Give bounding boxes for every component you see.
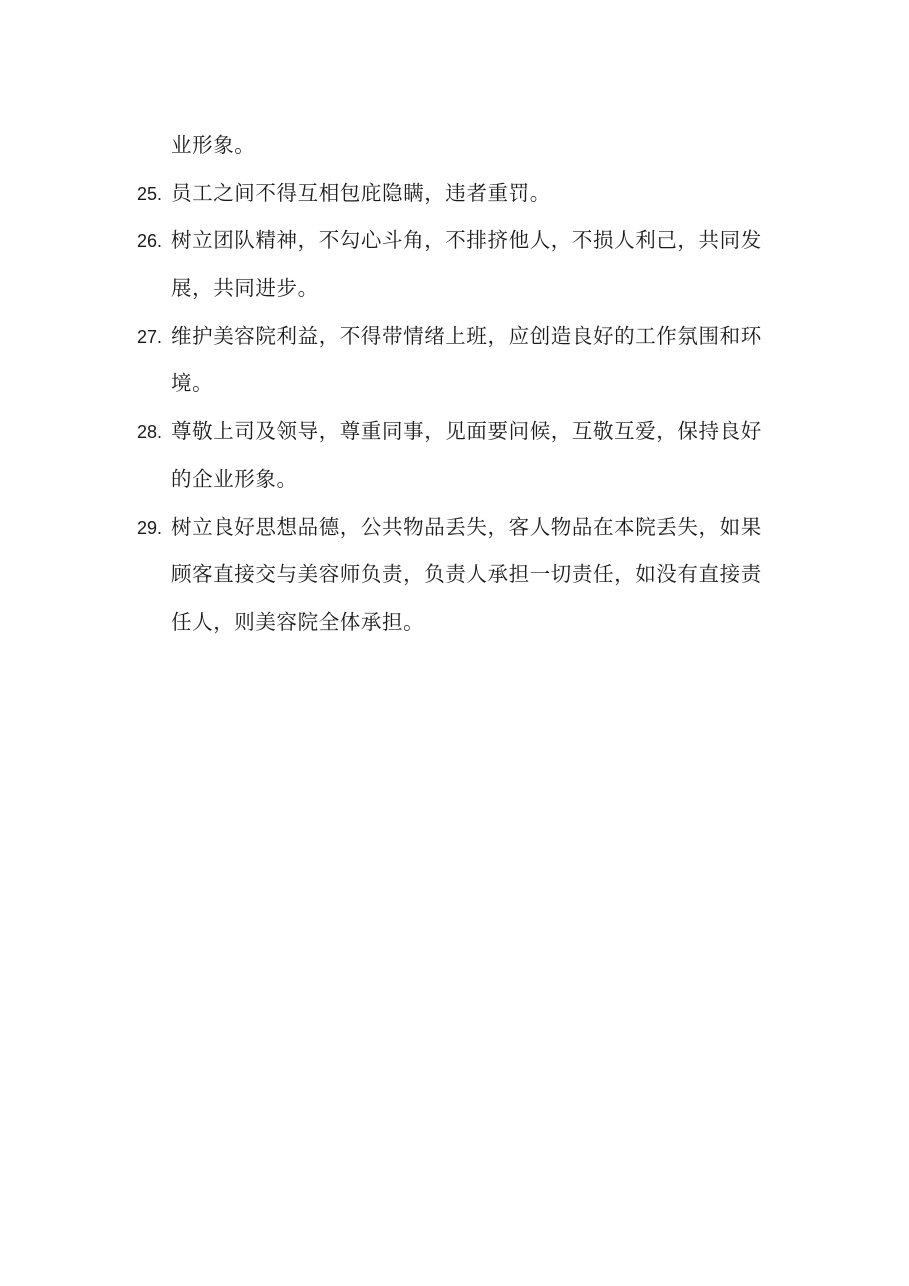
rules-list <box>137 122 777 647</box>
list-item-28 <box>137 408 777 456</box>
line-text: 展，共同进步。 <box>171 276 319 301</box>
list-item-continuation <box>137 122 777 170</box>
list-item-continuation <box>137 456 777 504</box>
line-text: 的企业形象。 <box>171 466 298 491</box>
item-number: 25. <box>137 183 163 204</box>
item-number: 27. <box>137 326 163 347</box>
list-item-continuation <box>137 599 777 647</box>
item-number: 26. <box>137 231 163 252</box>
list-item-26 <box>137 217 777 265</box>
item-number: 29. <box>137 517 163 538</box>
list-item-continuation <box>137 551 777 599</box>
line-text: 业形象。 <box>171 133 256 157</box>
list-item-27 <box>137 313 777 361</box>
line-text: 顾客直接交与美容师负责，负责人承担一切责任，如没有直接责 <box>171 562 762 587</box>
line-text: 尊敬上司及领导，尊重同事，见面要问候，互敬互爱，保持良好 <box>171 419 762 444</box>
list-item-29 <box>137 504 777 552</box>
item-number: 28. <box>137 422 163 443</box>
list-item-continuation <box>137 265 777 313</box>
list-item-25 <box>137 170 777 218</box>
line-text: 境。 <box>171 371 214 396</box>
list-item-continuation <box>137 360 777 408</box>
line-text: 维护美容院利益，不得带情绪上班，应创造良好的工作氛围和环 <box>171 323 762 348</box>
line-text: 任人，则美容院全体承担。 <box>171 609 425 634</box>
line-text: 树立团队精神，不勾心斗角，不排挤他人，不损人利己，共同发 <box>171 228 762 253</box>
line-text: 树立良好思想品德，公共物品丢失，客人物品在本院丢失，如果 <box>171 514 762 539</box>
line-text: 员工之间不得互相包庇隐瞒，违者重罚。 <box>171 180 551 205</box>
